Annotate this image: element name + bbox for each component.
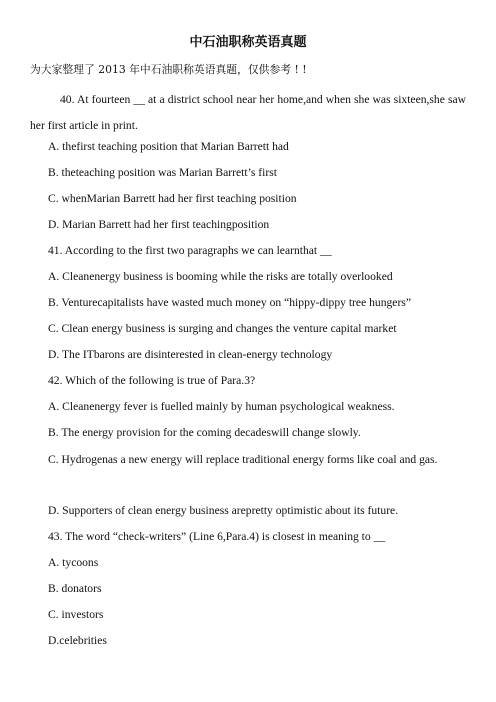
question-43-option-d: D.celebrities [48,634,107,647]
question-41-option-c: C. Clean energy business is surging and changes the venture capital market [48,322,397,335]
intro-text: 为大家整理了 2013 年中石油职称英语真题，仅供参考 ! ! [30,63,307,76]
question-43-option-c: C. investors [48,608,104,621]
question-42-option-a: A. Cleanenergy fever is fuelled mainly by human psychological weakness. [48,400,395,413]
question-42-stem: 42. Which of the following is true of Para.3? [48,374,256,387]
question-40-option-c: C. whenMarian Barrett had her first teaching position [48,192,297,205]
question-41-option-a: A. Cleanenergy business is booming while the risks are totally overlooked [48,270,393,283]
question-41-stem: 41. According to the first two paragraphs we can learnthat __ [48,244,332,257]
question-43-option-a: A. tycoons [48,556,99,569]
question-40-stem: 40. At fourteen __ at a district school near her home,and when she was sixteen,she saw her first article in print. [30,93,466,132]
question-42-option-d: D. Supporters of clean energy business arepretty optimistic about its future. [48,504,399,517]
question-40-option-a: A. thefirst teaching position that Marian Barrett had [48,140,289,153]
question-41-option-d: D. The ITbarons are disinterested in clean-energy technology [48,348,333,361]
question-41-option-b: B. Venturecapitalists have wasted much money on “hippy-dippy tree hungers” [48,296,411,309]
page-title: 中石油职称英语真题 [189,35,307,50]
question-42-option-c: C. Hydrogenas a new energy will replace traditional energy forms like coal and gas. [48,453,438,466]
question-43-option-b: B. donators [48,582,102,595]
question-40-option-d: D. Marian Barrett had her first teachingposition [48,218,270,231]
question-42-option-b: B. The energy provision for the coming decadeswill change slowly. [48,426,361,439]
question-43-stem: 43. The word “check-writers” (Line 6,Para.4) is closest in meaning to __ [48,530,386,543]
question-40-option-b: B. theteaching position was Marian Barrett’s first [48,166,277,179]
